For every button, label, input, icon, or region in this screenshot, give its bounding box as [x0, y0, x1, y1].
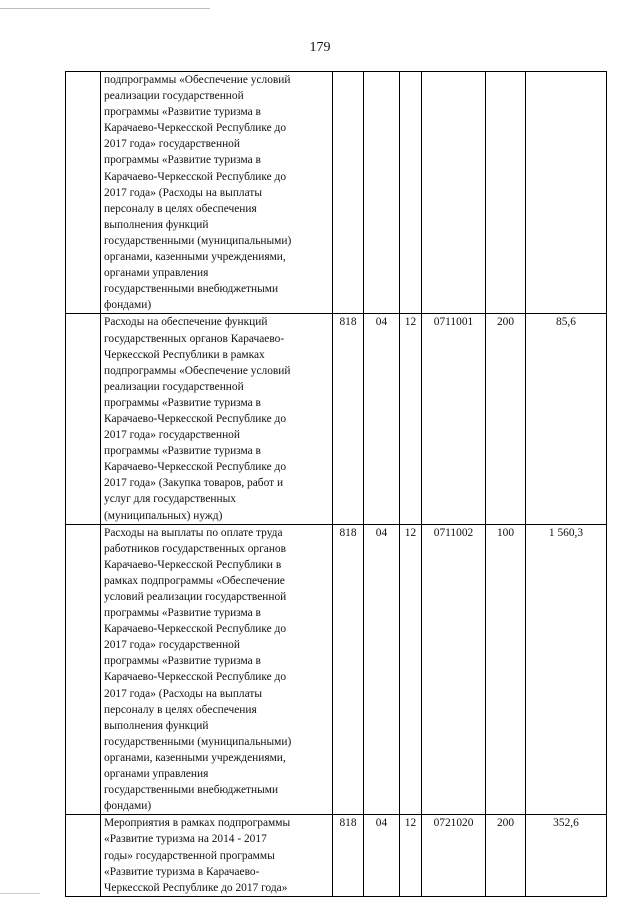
subsection-code: 12: [400, 815, 422, 896]
ministry-code: 818: [333, 314, 364, 524]
row-description: Расходы на выплаты по оплате труда работников государственных органов Карачаево-Черкесской Республики в рамках подпрограммы «Обеспечение условий реализации государственной программы «Развитие туризма в Карачаево-Черкесской Республике до 2017 года» государственной программы «Развитие туризма в Карачаево-Черкесской Республике до 2017 года» (Расходы на выплаты персоналу в целях обеспечения выполнения функций государственными (муниципальными) органами, казенными учреждениями, органами управления государственными внебюджетными фондами): [101, 524, 333, 815]
target-article-code: 0721020: [422, 815, 486, 896]
target-article-code: [422, 72, 486, 314]
budget-table: [65, 71, 607, 897]
expense-type-code: [486, 72, 526, 314]
subsection-code: 12: [400, 524, 422, 815]
expense-type-code: 100: [486, 524, 526, 815]
page-number: 179: [309, 40, 331, 55]
row-number-cell: [66, 314, 101, 524]
target-article-code: 0711002: [422, 524, 486, 815]
amount-value: [526, 72, 607, 314]
table-row: [66, 72, 607, 314]
subsection-code: [400, 72, 422, 314]
target-article-code: 0711001: [422, 314, 486, 524]
expense-type-code: 200: [486, 815, 526, 896]
row-number-cell: [66, 815, 101, 896]
section-code: [364, 72, 400, 314]
section-code: 04: [364, 314, 400, 524]
bottom-rule: [0, 893, 40, 894]
table-row: [66, 314, 607, 524]
row-description: подпрограммы «Обеспечение условий реализации государственной программы «Развитие туризма в Карачаево-Черкесской Республике до 2017 года» государственной программы «Развитие туризма в Карачаево-Черкесской Республике до 2017 года» (Расходы на выплаты персоналу в целях обеспечения выполнения функций государственными (муниципальными) органами, казенными учреждениями, органами управления государственными внебюджетными фондами): [101, 72, 333, 314]
table-row: [66, 524, 607, 815]
ministry-code: 818: [333, 524, 364, 815]
section-code: 04: [364, 524, 400, 815]
ministry-code: 818: [333, 815, 364, 896]
ministry-code: [333, 72, 364, 314]
table-row: [66, 815, 607, 896]
amount-value: 85,6: [526, 314, 607, 524]
subsection-code: 12: [400, 314, 422, 524]
row-number-cell: [66, 72, 101, 314]
row-description: Расходы на обеспечение функций государственных органов Карачаево- Черкесской Республики в рамках подпрограммы «Обеспечение условий реализации государственной программы «Развитие туризма в Карачаево-Черкесской Республике до 2017 года» государственной программы «Развитие туризма в Карачаево-Черкесской Республике до 2017 года» (Закупка товаров, работ и услуг для государственных (муниципальных) нужд): [101, 314, 333, 524]
expense-type-code: 200: [486, 314, 526, 524]
row-number-cell: [66, 524, 101, 815]
section-code: 04: [364, 815, 400, 896]
amount-value: 1 560,3: [526, 524, 607, 815]
top-rule: [0, 8, 210, 9]
amount-value: 352,6: [526, 815, 607, 896]
row-description: Мероприятия в рамках подпрограммы «Развитие туризма на 2014 - 2017 годы» государственной программы «Развитие туризма в Карачаево- Черкесской Республике до 2017 года»: [101, 815, 333, 896]
